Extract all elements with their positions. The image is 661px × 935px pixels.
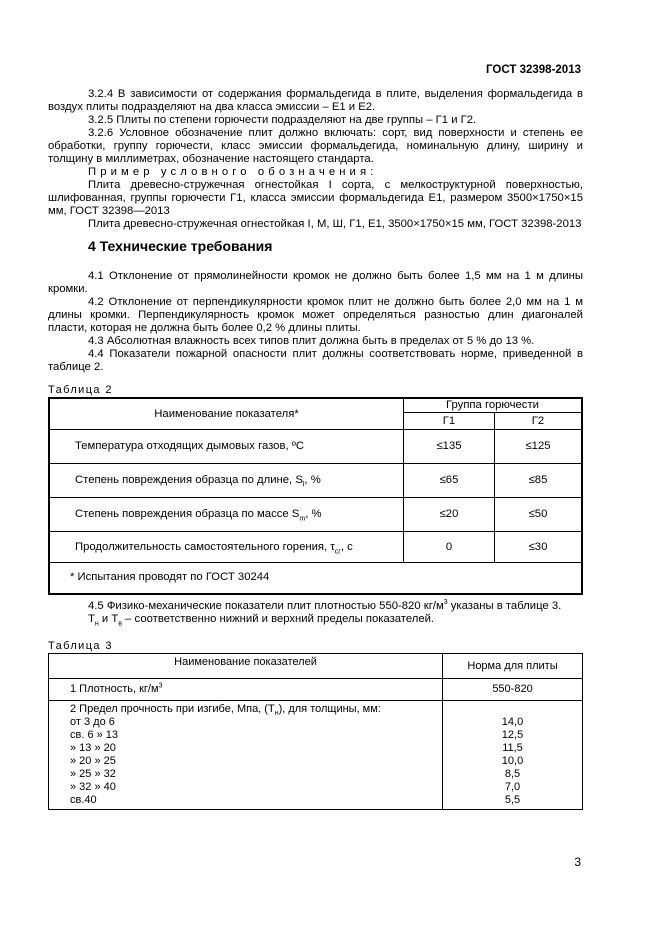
- paragraph-4-5: 4.5 Физико-механические показатели плит плотностью 550-820 $кг/м^3$ указаны в таблице 3.: [88, 599, 562, 612]
- table-3-header-norm: Норма для плиты: [443, 654, 583, 679]
- paragraph-4-1: 4.1 Отклонение от прямолинейности кромок не должно быть более 1,5 мм на 1 м длины кромки.: [48, 270, 583, 295]
- table-2-header-name: Наименование показателя*: [49, 398, 404, 430]
- table-2-footnote: * Испытания проводят по ГОСТ 30244: [49, 563, 582, 594]
- table-2: [48, 397, 583, 595]
- example-1: Плита древесно-стружечная огнестойкая I сорта, с мелкоструктурной поверхностью, шлифованная, группы горючести Г1, класса эмиссии формальдегида Е1, размером 3500×1750×15 мм, ГОСТ 32398—2013: [48, 179, 583, 217]
- table-row: [49, 464, 582, 498]
- example-2: Плита древесно-стружечная огнестойкая I, М, Ш, Г1, Е1, 3500×1750×15 мм, ГОСТ 32398-2013: [88, 218, 582, 230]
- table-3-item-value: 12,5: [501, 729, 524, 741]
- table-2-header-group: Группа горючести: [404, 398, 583, 413]
- example-label: Пример условного обозначения:: [88, 166, 378, 178]
- table-3-item-label: » 32 » 40: [70, 781, 116, 793]
- table-3-item-label: св. 6 » 13: [70, 729, 119, 741]
- table-3-item-value: 14,0: [501, 716, 524, 728]
- table-2-cell-g1: ≤135: [404, 430, 495, 464]
- table-3-item-value: 11,5: [502, 742, 523, 754]
- table-3-item-label: » 20 » 25: [70, 755, 116, 767]
- table-3: [48, 653, 583, 810]
- table-3-item-value: 7,0: [504, 781, 521, 793]
- paragraph-4-5-line-2: $Т_н$ и $Т_в$ – соответственно нижний и верхний пределы показателей.: [88, 613, 435, 628]
- table-2-cell-g2: ≤30: [495, 532, 583, 563]
- table-2-row-name: Степень повреждения образца по массе $S_m$, %: [49, 498, 404, 532]
- table-3-row-name: 1 Плотность, $кг/м^3$: [49, 679, 443, 701]
- table-row: [49, 701, 583, 810]
- table-2-row-name: Температура отходящих дымовых газов, ºС: [49, 430, 404, 464]
- table-3-item-label: » 13 » 20: [70, 742, 116, 754]
- table-2-cell-g2: ≤125: [495, 430, 583, 464]
- table-3-cell-value: 550-820: [443, 679, 583, 701]
- table-2-row-name: Степень повреждения образца по длине, $S_l$, %: [49, 464, 404, 498]
- paragraph-3-2-6: 3.2.6 Условное обозначение плит должно включать: сорт, вид поверхности и степень ее обработки, группу горючести, класс эмиссии формальдегида, номинальную длину, ширину и толщину в миллиметрах, обозначение настоящего стандарта.: [48, 127, 583, 165]
- table-row: [49, 430, 582, 464]
- table-2-cell-g1: 0: [404, 532, 495, 563]
- page-number: 3: [574, 855, 581, 869]
- table-3-row-name: 2 Предел прочность при изгибе, Мпа, $(Т_н)$, для толщины, мм: от 3 до 6 св. 6 » 13 » 13 » 20 » 20 » 25 » 25 » 32 » 32 » 40 св.40: [49, 701, 443, 810]
- table-2-row-name: Продолжительность самостоятельного горения, $\tau_{сг}$, с: [49, 532, 404, 563]
- table-2-col-g2: Г2: [495, 413, 583, 430]
- table-3-item-value: 8,5: [504, 768, 521, 780]
- table-2-cell-g1: ≤65: [404, 464, 495, 498]
- table-2-caption: Таблица 2: [48, 384, 113, 396]
- table-3-cell-value: [443, 701, 583, 810]
- paragraph-3-2-4: 3.2.4 В зависимости от содержания формальдегида в плите, выделения формальдегида в воздух плиты подразделяют на два класса эмиссии – Е1 и Е2.: [48, 88, 583, 113]
- paragraph-3-2-5: 3.2.5 Плиты по степени горючести подразделяют на две группы – Г1 и Г2.: [88, 114, 477, 126]
- table-row: [49, 498, 582, 532]
- table-row: [49, 532, 582, 563]
- paragraph-4-4: 4.4 Показатели пожарной опасности плит должны соответствовать норме, приведенной в таблице 2.: [48, 348, 583, 373]
- table-3-item-value: 5,5: [504, 794, 521, 806]
- table-3-item-label: » 25 » 32: [70, 768, 116, 780]
- paragraph-4-2: 4.2 Отклонение от перпендикулярности кромок плит не должно быть более 2,0 мм на 1 м длины кромки. Перпендикулярность кромок может определяться разностью длин диагоналей пласти, которая не должна быть более 0,2 % длины плиты.: [48, 296, 583, 334]
- table-row: [49, 679, 583, 701]
- table-2-cell-g2: ≤85: [495, 464, 583, 498]
- table-2-cell-g1: ≤20: [404, 498, 495, 532]
- table-2-col-g1: Г1: [404, 413, 495, 430]
- table-3-item-label: св.40: [70, 794, 97, 806]
- paragraph-4-3: 4.3 Абсолютная влажность всех типов плит должна быть в пределах от 5 % до 13 %.: [88, 335, 535, 347]
- section-title: 4 Технические требования: [88, 238, 273, 254]
- document-code: ГОСТ 32398-2013: [486, 64, 581, 76]
- table-3-item-value: 10,0: [501, 755, 524, 767]
- table-3-caption: Таблица 3: [48, 640, 113, 652]
- table-3-item-label: от 3 до 6: [70, 716, 115, 728]
- table-2-cell-g2: ≤50: [495, 498, 583, 532]
- table-3-header-name: Наименование показателей: [49, 654, 443, 679]
